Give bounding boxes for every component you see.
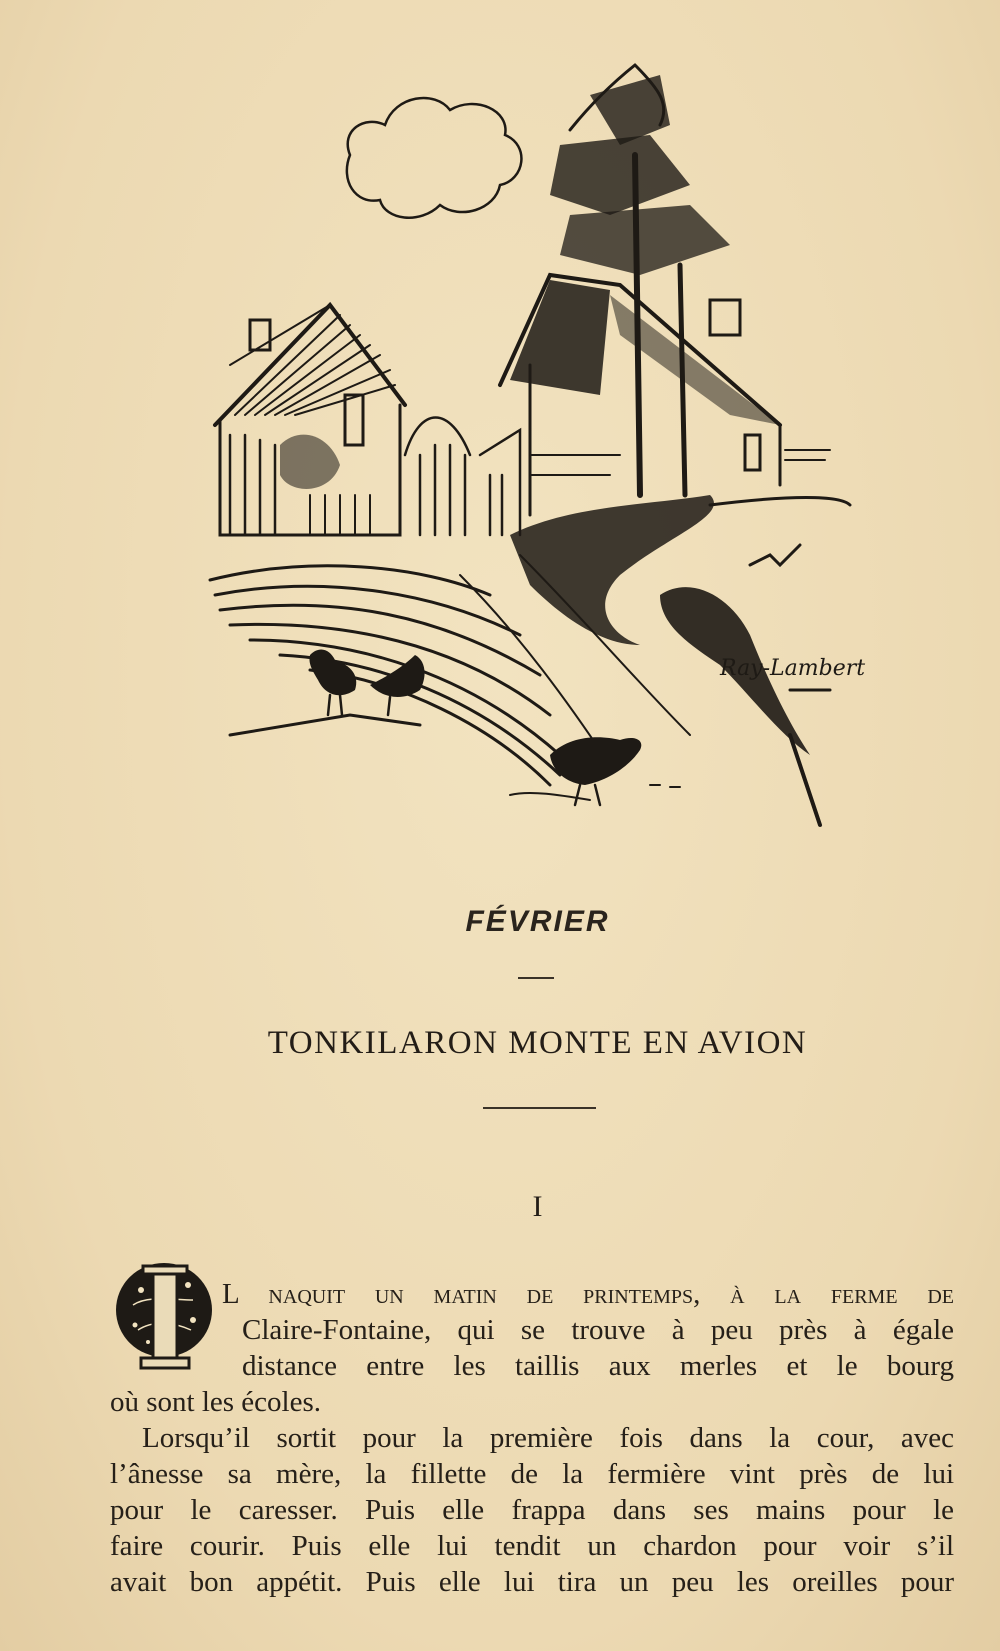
body-line-2: Claire-Fontaine, qui se trouve à peu près à égale [242, 1314, 954, 1346]
body-line-5: Lorsqu’il sortit pour la première fois dans la cour, avec [142, 1422, 954, 1454]
body-line-7: pour le caresser. Puis elle frappa dans ses mains pour le [110, 1494, 954, 1526]
chapter-title: TONKILARON MONTE EN AVION [267, 1025, 808, 1061]
body-line-4: où sont les écoles. [110, 1386, 322, 1418]
long-divider [483, 1107, 596, 1109]
body-line-1: L naquit un matin de printemps, à la ferme de [222, 1278, 954, 1310]
body-line-3: distance entre les taillis aux merles et le bourg [242, 1350, 954, 1382]
village-illustration [190, 35, 890, 855]
body-line-9: avait bon appétit. Puis elle lui tira un peu les oreilles pour [110, 1566, 954, 1598]
section-number: I [532, 1190, 543, 1223]
artist-signature: Ray-Lambert [720, 656, 866, 681]
body-line-8: faire courir. Puis elle lui tendit un chardon pour voir s’il [110, 1530, 954, 1562]
short-divider [518, 977, 554, 979]
decorated-dropcap [113, 1260, 215, 1372]
body-line-6: l’ânesse sa mère, la fillette de la fermière vint près de lui [110, 1458, 954, 1490]
month-heading: FÉVRIER [465, 905, 610, 938]
